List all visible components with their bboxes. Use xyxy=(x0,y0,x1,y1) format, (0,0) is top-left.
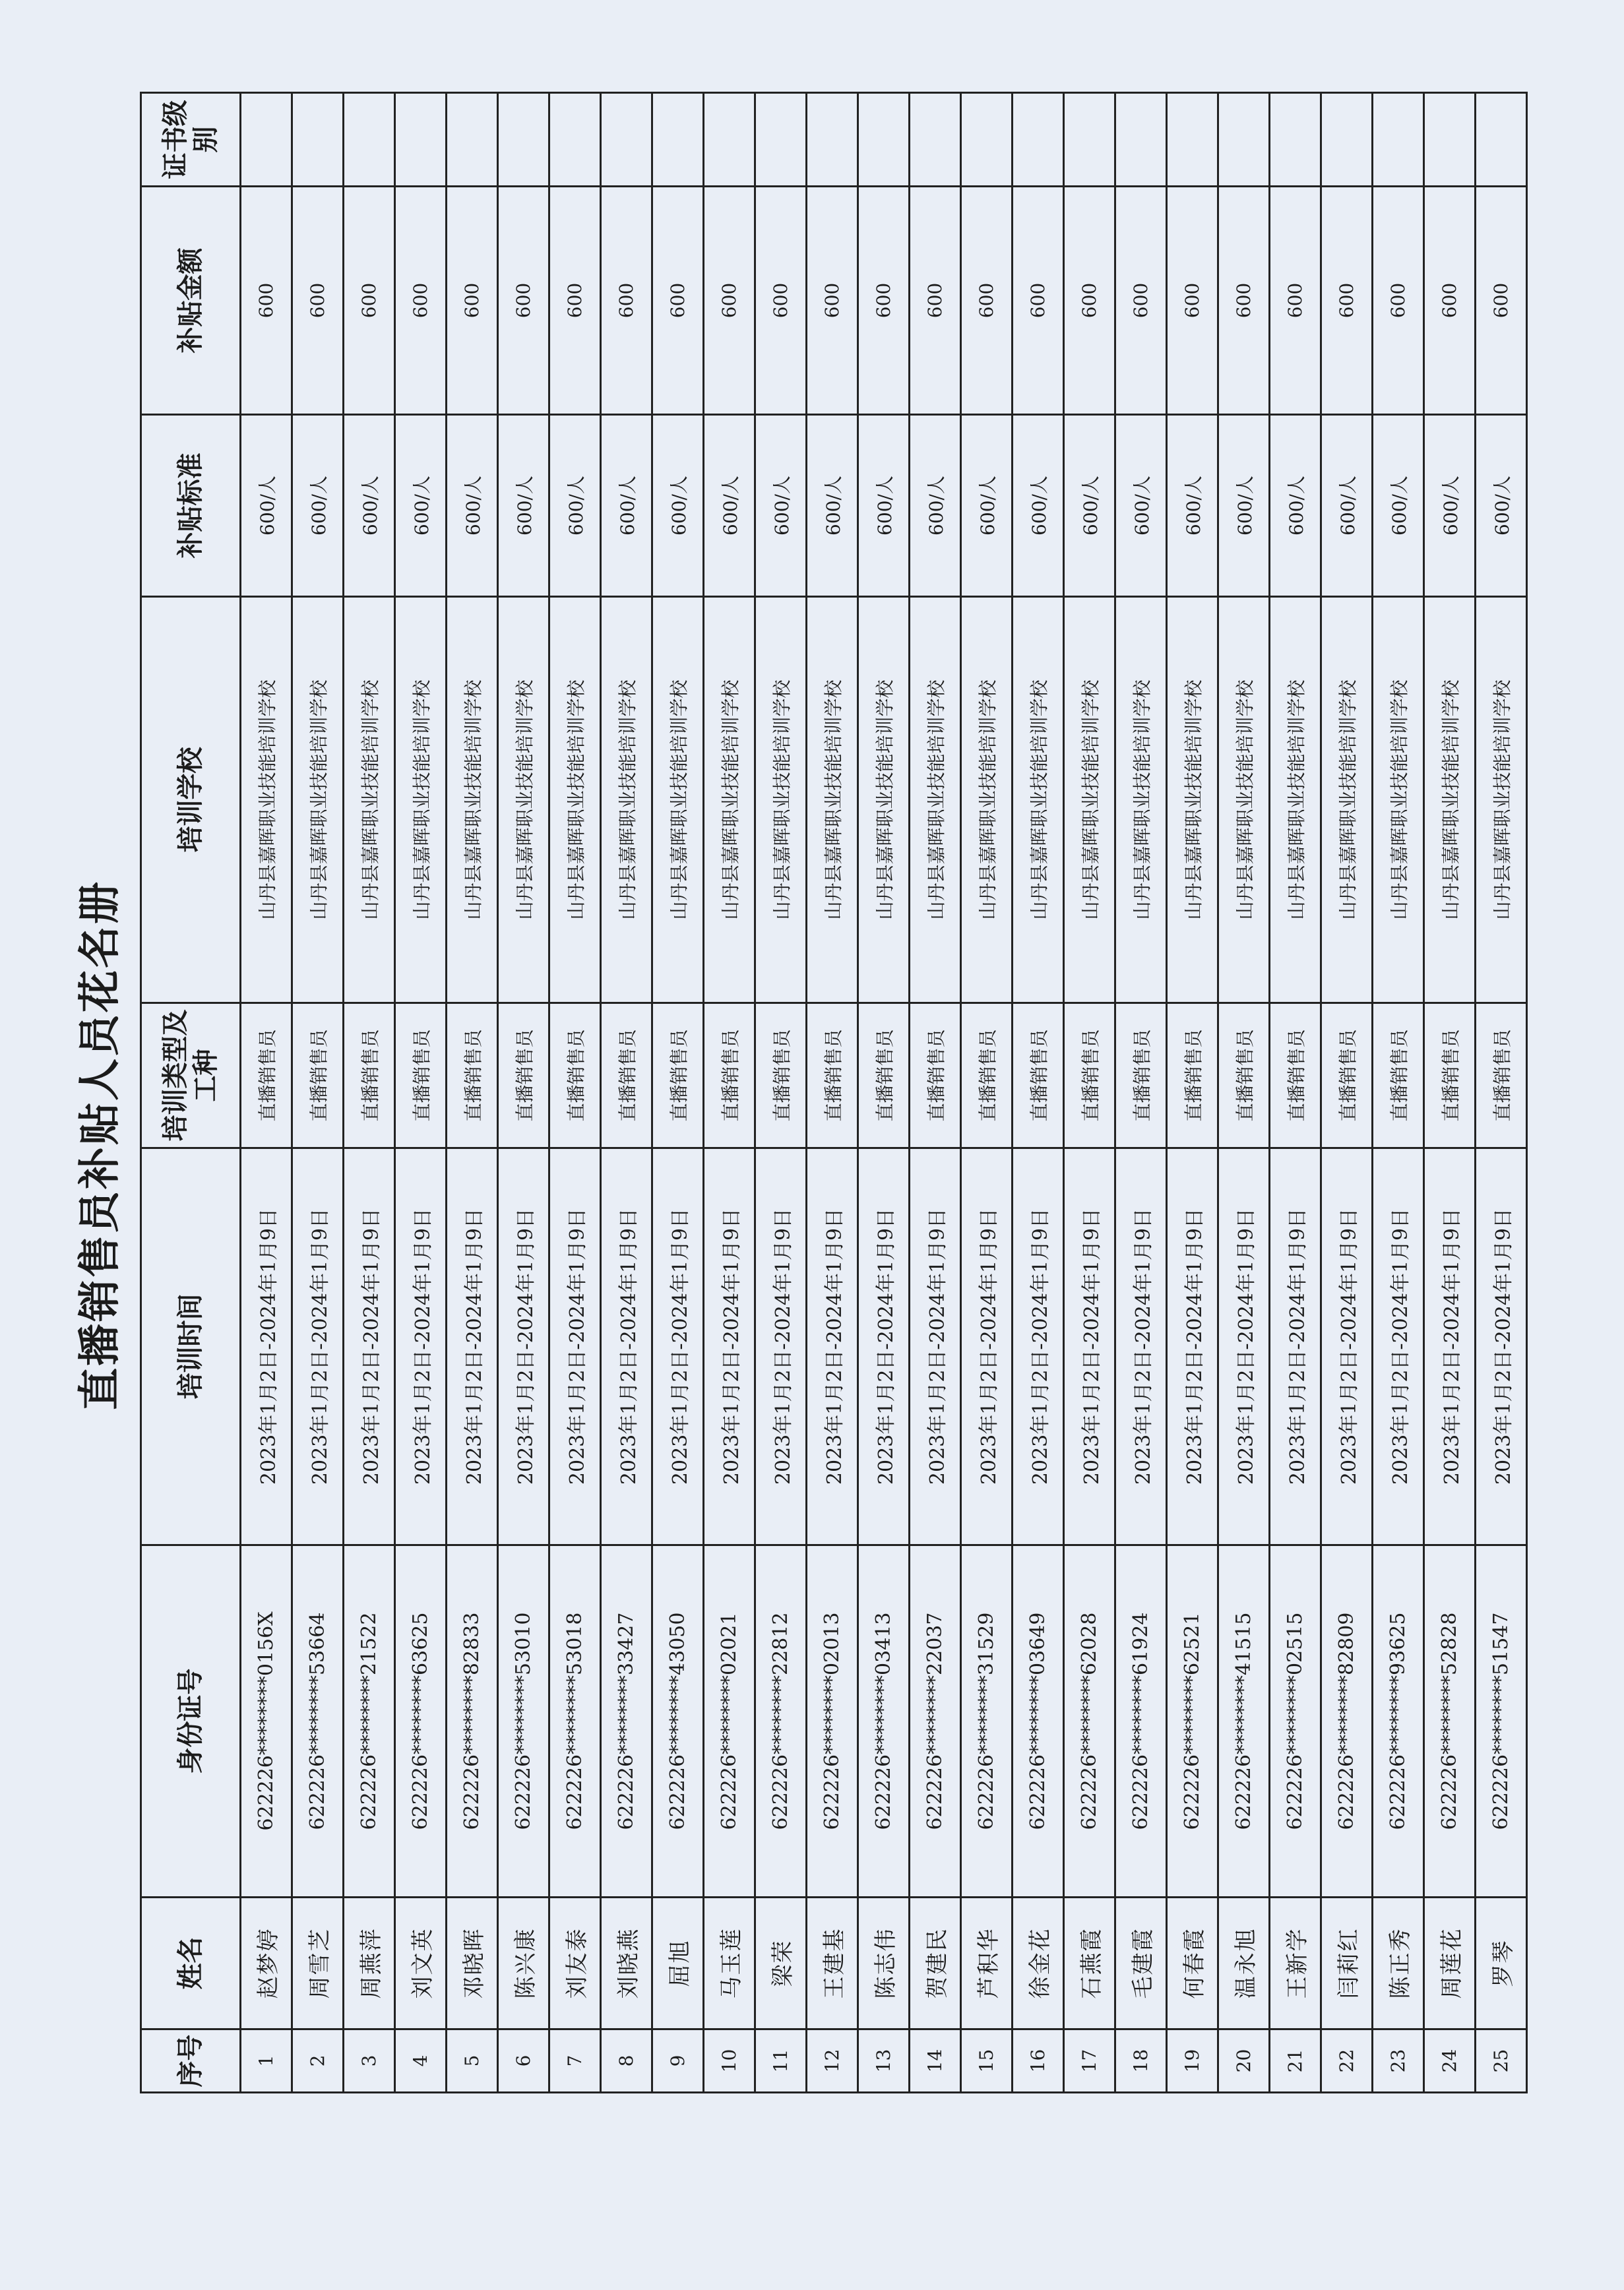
cell-training-school: 山丹县嘉晖职业技能培训学校 xyxy=(344,597,395,1003)
table-row xyxy=(858,93,910,2093)
cell-seq: 18 xyxy=(1115,2029,1167,2093)
cell-subsidy-amount: 600 xyxy=(961,187,1013,415)
cell-certificate-level xyxy=(1270,93,1321,187)
cell-training-school: 山丹县嘉晖职业技能培训学校 xyxy=(395,597,447,1003)
cell-training-school: 山丹县嘉晖职业技能培训学校 xyxy=(241,597,292,1003)
cell-subsidy-standard: 600/人 xyxy=(858,415,910,597)
cell-name: 赵梦婷 xyxy=(241,1898,292,2029)
cell-name: 刘友泰 xyxy=(549,1898,601,2029)
table-row xyxy=(601,93,652,2093)
cell-name: 梁荣 xyxy=(755,1898,807,2029)
cell-training-time: 2023年1月2日-2024年1月9日 xyxy=(652,1148,704,1545)
cell-training-time: 2023年1月2日-2024年1月9日 xyxy=(344,1148,395,1545)
cell-training-type: 直播销售员 xyxy=(292,1003,344,1148)
cell-training-time: 2023年1月2日-2024年1月9日 xyxy=(858,1148,910,1545)
cell-subsidy-amount: 600 xyxy=(1321,187,1373,415)
cell-subsidy-standard: 600/人 xyxy=(807,415,858,597)
cell-subsidy-standard: 600/人 xyxy=(241,415,292,597)
cell-training-type: 直播销售员 xyxy=(1476,1003,1527,1148)
cell-training-school: 山丹县嘉晖职业技能培训学校 xyxy=(292,597,344,1003)
cell-training-school: 山丹县嘉晖职业技能培训学校 xyxy=(858,597,910,1003)
cell-training-school: 山丹县嘉晖职业技能培训学校 xyxy=(910,597,961,1003)
cell-subsidy-amount: 600 xyxy=(1218,187,1270,415)
cell-id-number: 622226********03649 xyxy=(1013,1545,1064,1898)
cell-training-type: 直播销售员 xyxy=(1167,1003,1218,1148)
cell-name: 闫莉红 xyxy=(1321,1898,1373,2029)
cell-training-school: 山丹县嘉晖职业技能培训学校 xyxy=(1218,597,1270,1003)
table-row xyxy=(961,93,1013,2093)
cell-subsidy-standard: 600/人 xyxy=(1424,415,1476,597)
cell-training-school: 山丹县嘉晖职业技能培训学校 xyxy=(1013,597,1064,1003)
table-row xyxy=(1373,93,1424,2093)
cell-seq: 22 xyxy=(1321,2029,1373,2093)
cell-id-number: 622226********82833 xyxy=(447,1545,498,1898)
cell-certificate-level xyxy=(652,93,704,187)
cell-training-school: 山丹县嘉晖职业技能培训学校 xyxy=(1321,597,1373,1003)
cell-subsidy-amount: 600 xyxy=(447,187,498,415)
cell-certificate-level xyxy=(704,93,755,187)
cell-subsidy-standard: 600/人 xyxy=(549,415,601,597)
table-row xyxy=(498,93,549,2093)
cell-id-number: 622226********41515 xyxy=(1218,1545,1270,1898)
cell-seq: 25 xyxy=(1476,2029,1527,2093)
cell-training-type: 直播销售员 xyxy=(601,1003,652,1148)
cell-training-time: 2023年1月2日-2024年1月9日 xyxy=(1115,1148,1167,1545)
cell-seq: 2 xyxy=(292,2029,344,2093)
header-level: 证书级别 xyxy=(141,93,241,187)
cell-subsidy-standard: 600/人 xyxy=(1373,415,1424,597)
table-row xyxy=(241,93,292,2093)
cell-training-type: 直播销售员 xyxy=(1373,1003,1424,1148)
cell-name: 徐金花 xyxy=(1013,1898,1064,2029)
cell-training-time: 2023年1月2日-2024年1月9日 xyxy=(1270,1148,1321,1545)
cell-training-time: 2023年1月2日-2024年1月9日 xyxy=(807,1148,858,1545)
cell-seq: 14 xyxy=(910,2029,961,2093)
table-body xyxy=(241,93,1527,2093)
cell-training-type: 直播销售员 xyxy=(858,1003,910,1148)
cell-seq: 23 xyxy=(1373,2029,1424,2093)
cell-seq: 6 xyxy=(498,2029,549,2093)
cell-subsidy-standard: 600/人 xyxy=(1321,415,1373,597)
cell-training-type: 直播销售员 xyxy=(395,1003,447,1148)
cell-name: 何春霞 xyxy=(1167,1898,1218,2029)
cell-name: 毛建霞 xyxy=(1115,1898,1167,2029)
cell-training-school: 山丹县嘉晖职业技能培训学校 xyxy=(1167,597,1218,1003)
cell-name: 陈正秀 xyxy=(1373,1898,1424,2029)
cell-subsidy-amount: 600 xyxy=(1476,187,1527,415)
cell-certificate-level xyxy=(292,93,344,187)
cell-subsidy-standard: 600/人 xyxy=(1476,415,1527,597)
cell-training-time: 2023年1月2日-2024年1月9日 xyxy=(292,1148,344,1545)
cell-training-type: 直播销售员 xyxy=(704,1003,755,1148)
cell-id-number: 622226********02013 xyxy=(807,1545,858,1898)
cell-id-number: 622226********93625 xyxy=(1373,1545,1424,1898)
cell-subsidy-standard: 600/人 xyxy=(1167,415,1218,597)
cell-training-time: 2023年1月2日-2024年1月9日 xyxy=(1373,1148,1424,1545)
cell-subsidy-standard: 600/人 xyxy=(498,415,549,597)
table-row xyxy=(292,93,344,2093)
table-row xyxy=(1115,93,1167,2093)
cell-training-school: 山丹县嘉晖职业技能培训学校 xyxy=(1476,597,1527,1003)
cell-certificate-level xyxy=(344,93,395,187)
cell-subsidy-amount: 600 xyxy=(344,187,395,415)
table-row xyxy=(1013,93,1064,2093)
header-seq: 序号 xyxy=(141,2029,241,2093)
cell-seq: 1 xyxy=(241,2029,292,2093)
cell-id-number: 622226********53018 xyxy=(549,1545,601,1898)
cell-seq: 4 xyxy=(395,2029,447,2093)
cell-seq: 8 xyxy=(601,2029,652,2093)
header-name: 姓名 xyxy=(141,1898,241,2029)
cell-subsidy-standard: 600/人 xyxy=(395,415,447,597)
cell-certificate-level xyxy=(910,93,961,187)
cell-subsidy-standard: 600/人 xyxy=(910,415,961,597)
cell-certificate-level xyxy=(1373,93,1424,187)
cell-training-time: 2023年1月2日-2024年1月9日 xyxy=(601,1148,652,1545)
cell-id-number: 622226********33427 xyxy=(601,1545,652,1898)
cell-subsidy-standard: 600/人 xyxy=(447,415,498,597)
cell-subsidy-standard: 600/人 xyxy=(961,415,1013,597)
cell-training-time: 2023年1月2日-2024年1月9日 xyxy=(1476,1148,1527,1545)
cell-subsidy-standard: 600/人 xyxy=(1013,415,1064,597)
cell-subsidy-standard: 600/人 xyxy=(1218,415,1270,597)
cell-subsidy-amount: 600 xyxy=(395,187,447,415)
cell-certificate-level xyxy=(498,93,549,187)
table-header-row xyxy=(141,93,241,2093)
cell-subsidy-amount: 600 xyxy=(807,187,858,415)
cell-certificate-level xyxy=(1013,93,1064,187)
cell-seq: 3 xyxy=(344,2029,395,2093)
cell-seq: 21 xyxy=(1270,2029,1321,2093)
cell-training-school: 山丹县嘉晖职业技能培训学校 xyxy=(652,597,704,1003)
table-row xyxy=(1218,93,1270,2093)
cell-training-type: 直播销售员 xyxy=(1064,1003,1115,1148)
cell-training-time: 2023年1月2日-2024年1月9日 xyxy=(1013,1148,1064,1545)
cell-seq: 20 xyxy=(1218,2029,1270,2093)
cell-seq: 9 xyxy=(652,2029,704,2093)
cell-name: 陈志伟 xyxy=(858,1898,910,2029)
cell-id-number: 622226********22037 xyxy=(910,1545,961,1898)
cell-certificate-level xyxy=(549,93,601,187)
cell-training-time: 2023年1月2日-2024年1月9日 xyxy=(1424,1148,1476,1545)
cell-training-school: 山丹县嘉晖职业技能培训学校 xyxy=(755,597,807,1003)
cell-training-type: 直播销售员 xyxy=(961,1003,1013,1148)
cell-training-time: 2023年1月2日-2024年1月9日 xyxy=(241,1148,292,1545)
cell-name: 石燕霞 xyxy=(1064,1898,1115,2029)
table-row xyxy=(704,93,755,2093)
cell-certificate-level xyxy=(807,93,858,187)
cell-training-type: 直播销售员 xyxy=(1270,1003,1321,1148)
cell-certificate-level xyxy=(1424,93,1476,187)
table-row xyxy=(447,93,498,2093)
cell-id-number: 622226********61924 xyxy=(1115,1545,1167,1898)
cell-name: 芦积华 xyxy=(961,1898,1013,2029)
cell-subsidy-amount: 600 xyxy=(1167,187,1218,415)
cell-training-type: 直播销售员 xyxy=(755,1003,807,1148)
cell-id-number: 622226********52828 xyxy=(1424,1545,1476,1898)
header-time: 培训时间 xyxy=(141,1148,241,1545)
cell-certificate-level xyxy=(1321,93,1373,187)
cell-subsidy-amount: 600 xyxy=(498,187,549,415)
cell-name: 温永旭 xyxy=(1218,1898,1270,2029)
cell-id-number: 622226********53010 xyxy=(498,1545,549,1898)
cell-training-time: 2023年1月2日-2024年1月9日 xyxy=(755,1148,807,1545)
cell-subsidy-standard: 600/人 xyxy=(601,415,652,597)
cell-id-number: 622226********31529 xyxy=(961,1545,1013,1898)
cell-certificate-level xyxy=(1218,93,1270,187)
cell-certificate-level xyxy=(447,93,498,187)
cell-training-school: 山丹县嘉晖职业技能培训学校 xyxy=(704,597,755,1003)
cell-training-school: 山丹县嘉晖职业技能培训学校 xyxy=(807,597,858,1003)
cell-certificate-level xyxy=(601,93,652,187)
cell-training-school: 山丹县嘉晖职业技能培训学校 xyxy=(447,597,498,1003)
cell-training-type: 直播销售员 xyxy=(807,1003,858,1148)
cell-subsidy-amount: 600 xyxy=(1270,187,1321,415)
cell-subsidy-amount: 600 xyxy=(910,187,961,415)
cell-certificate-level xyxy=(961,93,1013,187)
cell-seq: 15 xyxy=(961,2029,1013,2093)
cell-subsidy-standard: 600/人 xyxy=(704,415,755,597)
cell-certificate-level xyxy=(241,93,292,187)
cell-certificate-level xyxy=(1115,93,1167,187)
cell-id-number: 622226********21522 xyxy=(344,1545,395,1898)
cell-training-time: 2023年1月2日-2024年1月9日 xyxy=(1167,1148,1218,1545)
cell-training-school: 山丹县嘉晖职业技能培训学校 xyxy=(1424,597,1476,1003)
cell-id-number: 622226********22812 xyxy=(755,1545,807,1898)
cell-certificate-level xyxy=(858,93,910,187)
cell-id-number: 622226********62028 xyxy=(1064,1545,1115,1898)
cell-seq: 12 xyxy=(807,2029,858,2093)
cell-name: 屈旭 xyxy=(652,1898,704,2029)
subsidy-roster-table xyxy=(140,92,1528,2093)
table-row xyxy=(910,93,961,2093)
cell-certificate-level xyxy=(395,93,447,187)
cell-certificate-level xyxy=(755,93,807,187)
cell-name: 王建基 xyxy=(807,1898,858,2029)
cell-name: 周雪芝 xyxy=(292,1898,344,2029)
cell-name: 刘文英 xyxy=(395,1898,447,2029)
header-id: 身份证号 xyxy=(141,1545,241,1898)
cell-subsidy-standard: 600/人 xyxy=(652,415,704,597)
cell-seq: 24 xyxy=(1424,2029,1476,2093)
cell-name: 周燕萍 xyxy=(344,1898,395,2029)
cell-subsidy-amount: 600 xyxy=(652,187,704,415)
table-row xyxy=(344,93,395,2093)
cell-training-type: 直播销售员 xyxy=(241,1003,292,1148)
cell-subsidy-amount: 600 xyxy=(601,187,652,415)
cell-subsidy-amount: 600 xyxy=(1115,187,1167,415)
cell-seq: 10 xyxy=(704,2029,755,2093)
cell-subsidy-standard: 600/人 xyxy=(1115,415,1167,597)
cell-training-school: 山丹县嘉晖职业技能培训学校 xyxy=(498,597,549,1003)
cell-id-number: 622226********63625 xyxy=(395,1545,447,1898)
document-title: 直播销售员补贴人员花名册 xyxy=(76,880,125,1410)
header-type: 培训类型及工种 xyxy=(141,1003,241,1148)
cell-training-time: 2023年1月2日-2024年1月9日 xyxy=(1064,1148,1115,1545)
cell-subsidy-amount: 600 xyxy=(292,187,344,415)
cell-subsidy-amount: 600 xyxy=(755,187,807,415)
cell-name: 刘晓燕 xyxy=(601,1898,652,2029)
cell-training-school: 山丹县嘉晖职业技能培训学校 xyxy=(1270,597,1321,1003)
cell-training-time: 2023年1月2日-2024年1月9日 xyxy=(549,1148,601,1545)
cell-training-time: 2023年1月2日-2024年1月9日 xyxy=(704,1148,755,1545)
cell-training-school: 山丹县嘉晖职业技能培训学校 xyxy=(549,597,601,1003)
table-row xyxy=(1270,93,1321,2093)
cell-id-number: 622226********82809 xyxy=(1321,1545,1373,1898)
cell-seq: 13 xyxy=(858,2029,910,2093)
cell-name: 邓晓晖 xyxy=(447,1898,498,2029)
table-row xyxy=(1476,93,1527,2093)
cell-subsidy-standard: 600/人 xyxy=(1064,415,1115,597)
cell-training-type: 直播销售员 xyxy=(1321,1003,1373,1148)
cell-id-number: 622226********0156X xyxy=(241,1545,292,1898)
cell-training-type: 直播销售员 xyxy=(447,1003,498,1148)
table-row xyxy=(807,93,858,2093)
cell-training-type: 直播销售员 xyxy=(652,1003,704,1148)
cell-id-number: 622226********03413 xyxy=(858,1545,910,1898)
cell-id-number: 622226********02021 xyxy=(704,1545,755,1898)
cell-certificate-level xyxy=(1167,93,1218,187)
header-amount: 补贴金额 xyxy=(141,187,241,415)
cell-subsidy-standard: 600/人 xyxy=(292,415,344,597)
cell-subsidy-amount: 600 xyxy=(241,187,292,415)
cell-subsidy-amount: 600 xyxy=(858,187,910,415)
cell-id-number: 622226********43050 xyxy=(652,1545,704,1898)
header-standard: 补贴标准 xyxy=(141,415,241,597)
cell-training-time: 2023年1月2日-2024年1月9日 xyxy=(1218,1148,1270,1545)
cell-subsidy-amount: 600 xyxy=(704,187,755,415)
cell-training-type: 直播销售员 xyxy=(1218,1003,1270,1148)
cell-subsidy-amount: 600 xyxy=(1424,187,1476,415)
cell-subsidy-amount: 600 xyxy=(1064,187,1115,415)
cell-name: 罗琴 xyxy=(1476,1898,1527,2029)
cell-name: 周莲花 xyxy=(1424,1898,1476,2029)
cell-training-type: 直播销售员 xyxy=(549,1003,601,1148)
cell-subsidy-amount: 600 xyxy=(1013,187,1064,415)
table-row xyxy=(652,93,704,2093)
cell-training-type: 直播销售员 xyxy=(1115,1003,1167,1148)
header-school: 培训学校 xyxy=(141,597,241,1003)
cell-certificate-level xyxy=(1064,93,1115,187)
cell-name: 马玉莲 xyxy=(704,1898,755,2029)
cell-training-time: 2023年1月2日-2024年1月9日 xyxy=(395,1148,447,1545)
cell-subsidy-standard: 600/人 xyxy=(1270,415,1321,597)
cell-seq: 16 xyxy=(1013,2029,1064,2093)
cell-training-school: 山丹县嘉晖职业技能培训学校 xyxy=(1064,597,1115,1003)
cell-training-school: 山丹县嘉晖职业技能培训学校 xyxy=(1115,597,1167,1003)
cell-certificate-level xyxy=(1476,93,1527,187)
cell-seq: 19 xyxy=(1167,2029,1218,2093)
cell-subsidy-standard: 600/人 xyxy=(755,415,807,597)
cell-seq: 7 xyxy=(549,2029,601,2093)
cell-seq: 5 xyxy=(447,2029,498,2093)
cell-id-number: 622226********02515 xyxy=(1270,1545,1321,1898)
cell-training-time: 2023年1月2日-2024年1月9日 xyxy=(1321,1148,1373,1545)
cell-training-time: 2023年1月2日-2024年1月9日 xyxy=(498,1148,549,1545)
cell-id-number: 622226********51547 xyxy=(1476,1545,1527,1898)
cell-training-type: 直播销售员 xyxy=(1424,1003,1476,1148)
cell-id-number: 622226********62521 xyxy=(1167,1545,1218,1898)
cell-training-type: 直播销售员 xyxy=(910,1003,961,1148)
cell-subsidy-standard: 600/人 xyxy=(344,415,395,597)
cell-seq: 17 xyxy=(1064,2029,1115,2093)
cell-name: 陈兴康 xyxy=(498,1898,549,2029)
cell-training-time: 2023年1月2日-2024年1月9日 xyxy=(447,1148,498,1545)
cell-seq: 11 xyxy=(755,2029,807,2093)
table-row xyxy=(395,93,447,2093)
cell-training-type: 直播销售员 xyxy=(344,1003,395,1148)
table-row xyxy=(1064,93,1115,2093)
cell-name: 贺建民 xyxy=(910,1898,961,2029)
cell-training-time: 2023年1月2日-2024年1月9日 xyxy=(910,1148,961,1545)
cell-subsidy-amount: 600 xyxy=(549,187,601,415)
cell-training-school: 山丹县嘉晖职业技能培训学校 xyxy=(961,597,1013,1003)
table-row xyxy=(1167,93,1218,2093)
cell-name: 王新学 xyxy=(1270,1898,1321,2029)
table-row xyxy=(1424,93,1476,2093)
table-row xyxy=(1321,93,1373,2093)
cell-training-type: 直播销售员 xyxy=(498,1003,549,1148)
cell-training-school: 山丹县嘉晖职业技能培训学校 xyxy=(1373,597,1424,1003)
cell-id-number: 622226********53664 xyxy=(292,1545,344,1898)
cell-training-type: 直播销售员 xyxy=(1013,1003,1064,1148)
table-row xyxy=(549,93,601,2093)
cell-training-time: 2023年1月2日-2024年1月9日 xyxy=(961,1148,1013,1545)
cell-training-school: 山丹县嘉晖职业技能培训学校 xyxy=(601,597,652,1003)
cell-subsidy-amount: 600 xyxy=(1373,187,1424,415)
table-row xyxy=(755,93,807,2093)
